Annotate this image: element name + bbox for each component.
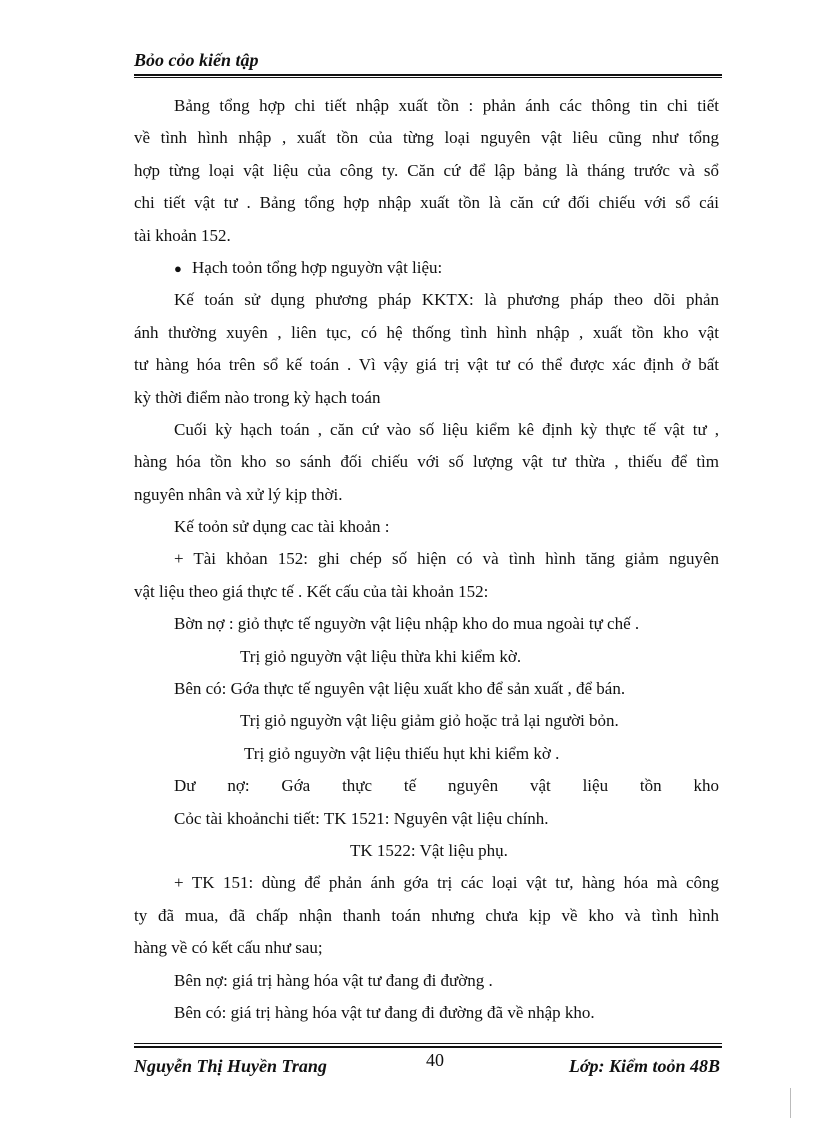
header-title: Bỏo cỏo kiến tập (134, 50, 259, 70)
paragraph-line: vật liệu theo giá thực tế . Kết cấu của tài khoản 152: (134, 581, 489, 601)
paragraph-line: tài khoản 152. (134, 225, 231, 245)
page-footer (134, 1046, 722, 1088)
paragraph-line: hợp từng loại vật liệu của công ty. Căn cứ để lập bảng là tháng trước và sổ (134, 160, 719, 180)
paragraph-line: Dư nợ: Gớa thực tế nguyên vật liệu tồn kho (174, 776, 719, 796)
footer-divider (134, 1043, 722, 1044)
bullet-item (134, 252, 719, 284)
paragraph-line: Bảng tổng hợp chi tiết nhập xuất tồn : phản ánh các thông tin chi tiết (174, 96, 719, 115)
paragraph-line: ánh thường xuyên , liên tục, có hệ thống tình hình nhập , xuất tồn kho vật (134, 322, 719, 342)
paragraph-line: hàng về có kết cấu như sau; (134, 938, 323, 958)
paragraph-line: tư hàng hóa trên sổ kế toán . Vì vậy giá trị vật tư có thể được xác định ở bất (134, 355, 719, 375)
paragraph-line: Kế toán sử dụng phương pháp KKTX: là phương pháp theo dõi phản (174, 290, 719, 310)
footer-class: Lớp: Kiểm toỏn 48B (568, 1056, 720, 1076)
paragraph-line: Cỏc tài khoảnchi tiết: TK 1521: Nguyên vật liệu chính. (174, 808, 549, 828)
bullet-text: Hạch toỏn tổng hợp nguyờn vật liệu: (192, 257, 443, 277)
paragraph-line: Trị giỏ nguyờn vật liệu thiếu hụt khi kiểm kờ . (244, 743, 560, 763)
page-number: 40 (426, 1050, 444, 1070)
footer-author: Nguyễn Thị Huyền Trang (134, 1056, 327, 1076)
paragraph-line: Trị giỏ nguyờn vật liệu giảm giỏ hoặc trả lại người bỏn. (240, 711, 619, 731)
paragraph-line: Bên có: giá trị hàng hóa vật tư đang đi đường đã về nhập kho. (174, 1002, 595, 1022)
margin-divider (790, 1088, 791, 1118)
paragraph-line: Bên nợ: giá trị hàng hóa vật tư đang đi đường . (174, 970, 493, 990)
paragraph-line: chi tiết vật tư . Bảng tổng hợp nhập xuất tồn là căn cứ đối chiếu với sổ cái (134, 193, 719, 213)
paragraph-line: Bờn nợ : giỏ thực tế nguyờn vật liệu nhập kho do mua ngoài tự chế . (174, 614, 640, 634)
bullet-icon: ● (174, 260, 182, 276)
paragraph-line: Trị giỏ nguyờn vật liệu thừa khi kiểm kờ. (240, 646, 522, 666)
paragraph-line: về tình hình nhập , xuất tồn của từng loại nguyên vật liêu cũng như tổng (134, 128, 719, 148)
paragraph-line: hàng hóa tồn kho so sánh đối chiếu với số lượng vật tư thừa , thiếu để tìm (134, 452, 719, 472)
page-body (134, 90, 719, 1029)
paragraph-line: Cuối kỳ hạch toán , căn cứ vào số liệu kiểm kê định kỳ thực tế vật tư , (174, 419, 719, 439)
paragraph-line: TK 1522: Vật liệu phụ. (350, 840, 508, 860)
header-divider (134, 77, 722, 78)
paragraph-line: ty đã mua, đã chấp nhận thanh toán nhưng chưa kịp về kho và tình hình (134, 905, 719, 925)
paragraph-line: kỳ thời điểm nào trong kỳ hạch toán (134, 387, 381, 407)
paragraph-line: Kế toỏn sử dụng cac tài khoản : (174, 517, 390, 537)
paragraph-line: Bên có: Gớa thực tế nguyên vật liệu xuất kho để sản xuất , để bán. (174, 679, 626, 699)
paragraph-line: + TK 151: dùng để phản ánh gớa trị các loại vật tư, hàng hóa mà công (174, 873, 719, 893)
paragraph-line: nguyên nhân và xử lý kịp thời. (134, 484, 343, 504)
page-header (134, 48, 722, 76)
paragraph-line: + Tài khỏan 152: ghi chép số hiện có và tình hình tăng giảm nguyên (174, 549, 719, 569)
